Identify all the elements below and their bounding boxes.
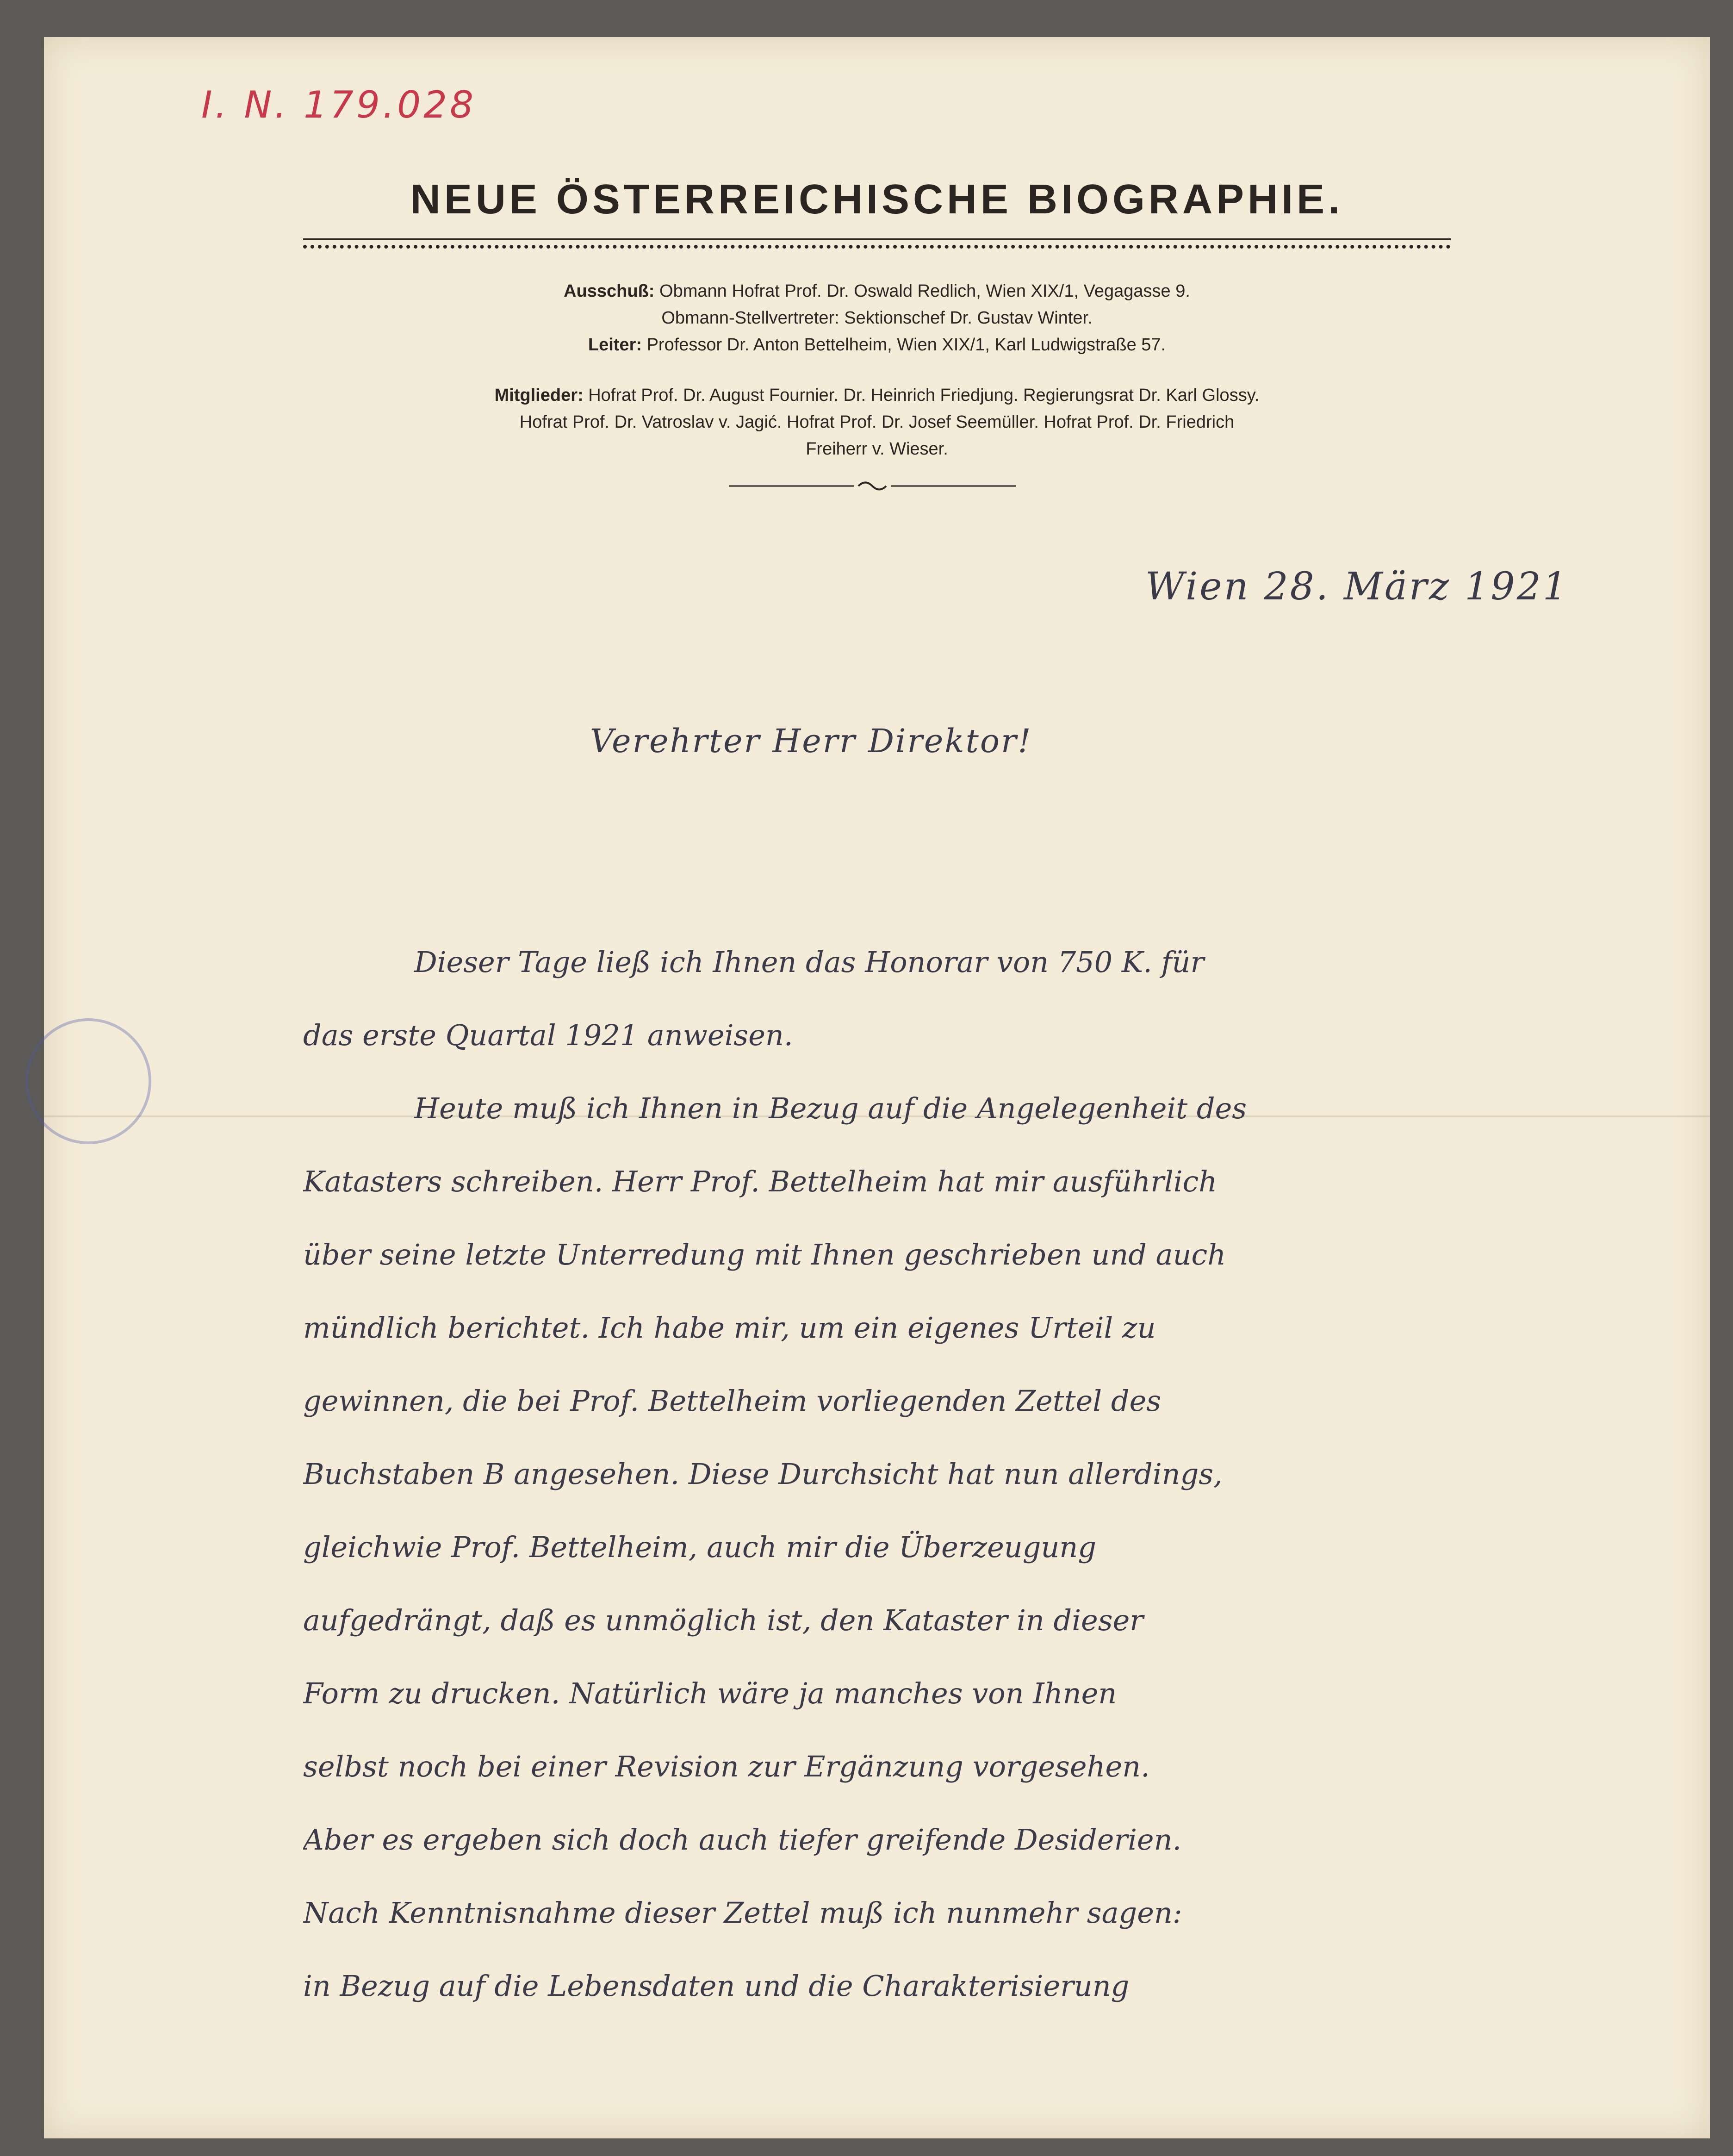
- body-line: das erste Quartal 1921 anweisen.: [303, 1018, 793, 1052]
- mitglieder-line-1: [44, 382, 1710, 409]
- body-line: gewinnen, die bei Prof. Bettelheim vorliegenden Zettel des: [303, 1384, 1162, 1418]
- mitglieder-label: Mitglieder:: [494, 386, 584, 405]
- mitglieder-line-3: Freiherr v. Wieser.: [806, 439, 948, 459]
- letterhead-ornament: [729, 479, 1016, 493]
- body-line: Heute muß ich Ihnen in Bezug auf die Angelegenheit des: [414, 1091, 1247, 1125]
- stellvertreter-line: Obmann-Stellvertreter: Sektionschef Dr. Gustav Winter.: [661, 308, 1093, 328]
- committee-block: [44, 278, 1710, 358]
- archive-number: I. N. 179.028: [201, 83, 476, 126]
- body-line: Katasters schreiben. Herr Prof. Bettelheim hat mir ausführlich: [303, 1165, 1217, 1198]
- leiter-line: [44, 331, 1710, 358]
- body-line: mündlich berichtet. Ich habe mir, um ein eigenes Urteil zu: [303, 1311, 1156, 1345]
- body-line: Dieser Tage ließ ich Ihnen das Honorar von 750 K. für: [414, 945, 1205, 979]
- body-line: Aber es ergeben sich doch auch tiefer greifende Desiderien.: [303, 1823, 1182, 1857]
- ausschuss-label: Ausschuß:: [564, 281, 655, 301]
- letterhead-rule: [303, 238, 1451, 249]
- body-line: über seine letzte Unterredung mit Ihnen geschrieben und auch: [303, 1238, 1226, 1271]
- leiter-text: Professor Dr. Anton Bettelheim, Wien XIX/1, Karl Ludwigstraße 57.: [646, 335, 1166, 355]
- members-block: [44, 382, 1710, 462]
- letter-body: [303, 926, 1645, 2023]
- body-line: selbst noch bei einer Revision zur Ergänzung vorgesehen.: [303, 1750, 1150, 1783]
- body-line: aufgedrängt, daß es unmöglich ist, den Kataster in dieser: [303, 1603, 1143, 1637]
- body-line: Form zu drucken. Natürlich wäre ja manches von Ihnen: [303, 1676, 1117, 1710]
- body-line: Buchstaben B angesehen. Diese Durchsicht hat nun allerdings,: [303, 1457, 1223, 1491]
- ausschuss-text: Obmann Hofrat Prof. Dr. Oswald Redlich, Wien XIX/1, Vegagasse 9.: [659, 281, 1190, 301]
- leiter-label: Leiter:: [588, 335, 642, 355]
- letter-sheet: [44, 37, 1710, 2138]
- ausschuss-line: [44, 278, 1710, 305]
- letter-date: Wien 28. März 1921: [1145, 565, 1569, 609]
- mitglieder-line-2: Hofrat Prof. Dr. Vatroslav v. Jagić. Hofrat Prof. Dr. Josef Seemüller. Hofrat Prof. Dr. Friedrich: [519, 412, 1235, 432]
- body-line: in Bezug auf die Lebensdaten und die Charakterisierung: [303, 1969, 1130, 2003]
- archive-stamp: [25, 1018, 151, 1144]
- mitglieder-text-1: Hofrat Prof. Dr. August Fournier. Dr. Heinrich Friedjung. Regierungsrat Dr. Karl Glossy.: [588, 386, 1260, 405]
- letter-salutation: Verehrter Herr Direktor!: [590, 722, 1032, 760]
- body-line: gleichwie Prof. Bettelheim, auch mir die Überzeugung: [303, 1530, 1097, 1564]
- body-line: Nach Kenntnisnahme dieser Zettel muß ich nunmehr sagen:: [303, 1896, 1182, 1930]
- letterhead-title: NEUE ÖSTERREICHISCHE BIOGRAPHIE.: [410, 176, 1344, 223]
